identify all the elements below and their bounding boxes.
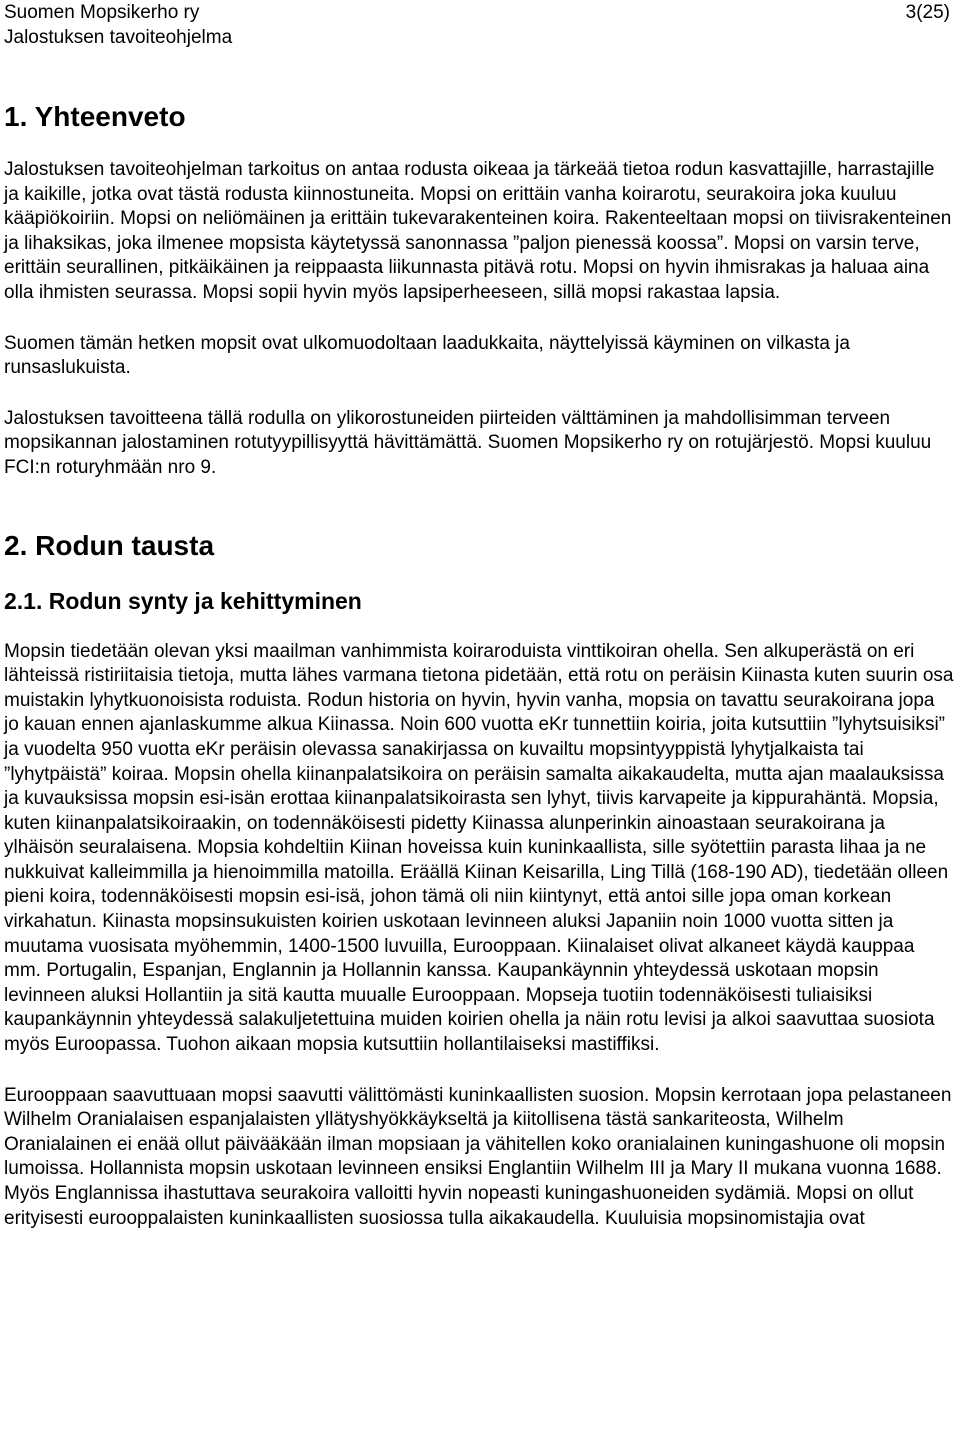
summary-paragraph: Jalostuksen tavoiteohjelman tarkoitus on antaa rodusta oikeaa ja tärkeää tietoa rodun kasvattajille, harrastajille ja kaikille, jotka ovat tästä rodusta kiinnostuneita. Mopsi on erittäin vanha koirarotu, seurakoira joka kuuluu kääpiökoiriin. Mopsi on neliömäinen ja erittäin tukevarakenteinen koira. Rakenteeltaan mopsi on tiivisrakenteinen ja lihaksikas, joka ilmenee mopsista käytetyssä sanonnassa ”paljon pienessä koossa”. Mopsi on varsin terve, erittäin seurallinen, pitkäikäinen ja reippaasta liikunnasta pitävä rotu. Mopsi on hyvin ihmisrakas ja haluaa aina olla ihmisten seurassa. Mopsi sopii hyvin myös lapsiperheeseen, sillä mopsi rakastaa lapsia. (4, 159, 952, 303)
header-document-title: Jalostuksen tavoiteohjelma (4, 27, 233, 48)
section-heading-summary: 1. Yhteenveto (4, 101, 186, 132)
origin-paragraph: Eurooppaan saavuttuaan mopsi saavutti välittömästi kuninkaallisten suosion. Mopsin kerrotaan jopa pelastaneen Wilhelm Oranialaisen espanjalaisten yllätyshyökkäykseltä ja kiitollisena tästä sankariteosta, Wilhelm Oranialainen ei enää ollut päivääkään ilman mopsiaan ja vähitellen koko oranialainen kuningashuone oli mopsin lumoissa. Hollannista mopsin uskotaan levinneen ensiksi Englantiin Wilhelm III ja Mary II mukana vuonna 1688. Myös Englannissa ihastuttava seurakoira valloitti hyvin nopeasti kuningashuoneiden sydämiä. Mopsi on ollut erityisesti eurooppalaisten kuninkaallisten suosiossa tulla aikakaudella. Kuuluisia mopsinomistajia ovat (4, 1084, 952, 1229)
subsection-heading-origin: 2.1. Rodun synty ja kehittyminen (4, 587, 362, 614)
origin-paragraph: Mopsin tiedetään olevan yksi maailman vanhimmista koiraroduista vinttikoiran ohella. Sen alkuperästä on eri lähteissä ristiriitaisia tietoja, mutta lähes varmana tietona pidetään, että rotu on peräisin Kiinasta kuten suurin osa muistakin lyhytkuonoisista roduista. Rodun historia on hyvin, hyvin vanha, mopsia on tavattu seurakoirana jopa jo kauan ennen ajanlaskumme alkua Kiinassa. Noin 600 vuotta eKr tunnettiin koiria, joita kutsuttiin ”lyhytsuisiksi” ja vuodelta 950 vuotta eKr peräisin olevassa sanakirjassa on kuvailtu mopsintyyppistä lyhytjalkaista tai ”lyhytpäistä” koiraa. Mopsin ohella kiinanpalatsikoira on peräisin samalta aikakaudelta, mutta ajan maalauksissa ja kuvauksissa mopsin esi-isän erottaa kiinanpalatsikoirasta sen lyhyt, tiivis karvapeite ja kippurahäntä. Mopsia, kuten kiinanpalatsikoiraakin, on todennäköisesti pidetty Kiinassa alunperinkin ainoastaan seurakoirana ja ylhäisön seuralaisena. Mopsia kohdeltiin Kiinan hoveissa kuin kuninkaallista, sille syötettiin parasta lihaa ja ne nukkuivat kalleimmilla ja hienoimmilla matoilla. Eräällä Kiinan Keisarilla, Ling Tillä (168-190 AD), tiedetään olleen pieni koira, todennäköisesti mopsin esi-isä, johon tämä oli niin kiintynyt, että antoi sille jopa oman korkean virkahatun. Kiinasta mopsinsukuisten koirien uskotaan levinneen aluksi Japaniin noin 1000 vuotta sitten ja muutama vuosisata myöhemmin, 1400-1500 luvuilla, Eurooppaan. Kiinalaiset olivat alkaneet käydä kauppaa mm. Portugalin, Espanjan, Englannin ja Hollannin kanssa. Kaupankäynnin yhteydessä uskotaan mopsin levinneen aluksi Hollantiin ja sitä kautta muualle Eurooppaan. Mopseja tuotiin todennäköisesti tuliaisiksi kaupankäynnin yhteydessä salakuljetettuina muiden koirien ohella ja näin rotu levisi ja alkoi saavuttaa suosiota myös Euroopassa. Tuohon aikaan mopsia kutsuttiin hollantilaiseksi mastiffiksi. (4, 640, 954, 1056)
header-organization: Suomen Mopsikerho ry (4, 2, 200, 23)
section-heading-background: 2. Rodun tausta (4, 529, 215, 561)
document-page (4, 0, 954, 1231)
header-page-number: 3(25) (905, 2, 950, 23)
page-header (4, 0, 954, 52)
summary-paragraph: Jalostuksen tavoitteena tällä rodulla on ylikorostuneiden piirteiden välttäminen ja mahdollisimman terveen mopsikannan jalostaminen rotutyypillisyyttä hävittämättä. Suomen Mopsikerho ry on rotujärjestö. Mopsi kuuluu FCI:n roturyhmään nro 9. (4, 407, 932, 478)
summary-paragraph: Suomen tämän hetken mopsit ovat ulkomuodoltaan laadukkaita, näyttelyissä käyminen on vilkasta ja runsaslukuista. (4, 332, 850, 379)
